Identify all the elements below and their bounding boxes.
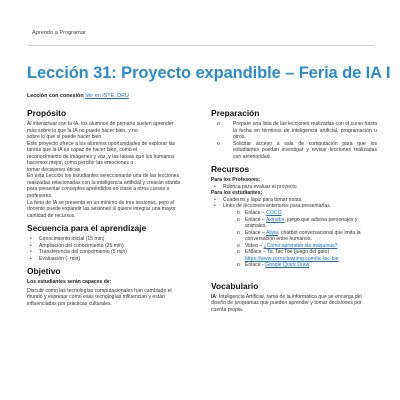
- profesores-list: [211, 184, 377, 191]
- proposito-line: tomar decisiones éticas.: [27, 166, 82, 173]
- proposito-line: docente puede expandir las sesiones si quiere integrar una mayor: [27, 206, 176, 213]
- objetivo-line: influenciadas por prácticas culturales.: [27, 301, 112, 308]
- proposito-line: reconocimiento de imágenes y voz, y las tareas que los humanos: [27, 153, 175, 160]
- list-item: • Rúbrica para evaluar el proyecto.: [211, 184, 377, 191]
- vocabulario-line: diseño de programas que pueden aprender y tomar decisiones por: [211, 300, 362, 307]
- vocabulario-line: IA: Inteligencia Artificial, rama de la informática que se encarga del: [211, 293, 362, 300]
- link-video[interactable]: ¿Cómo aprenden las máquinas?: [263, 242, 338, 249]
- proposito-body: [27, 121, 200, 219]
- preparacion-heading: Preparación: [211, 108, 260, 118]
- estudiantes-list: [211, 197, 377, 210]
- proposito-line: Este proyecto ofrece a los alumnos oportunidades de explorar las: [27, 140, 176, 147]
- objetivo-heading: Objetivo: [27, 266, 61, 277]
- link-item: o Enlace – COCO: [211, 210, 377, 217]
- link-continuation: animales.: [245, 223, 267, 230]
- link-quickdraw[interactable]: Google Quick Draw: [265, 262, 309, 269]
- proposito-line: hacemos mejor, como percibir las emociones o: [27, 160, 134, 167]
- connection-link[interactable]: Ver en ISTE, DRU: [85, 93, 129, 99]
- list-item: o Solicitar acceso a sala de computación para que los estudiantes puedan investigar y revisar lecciones realizadas con anterioridad.: [211, 141, 377, 161]
- link-aliyia[interactable]: Aliyia: [265, 229, 279, 236]
- list-item: • Cuaderno y lápiz para tomar notas.: [211, 197, 377, 204]
- connection-label: Lección con conexión: [27, 93, 84, 99]
- list-item: • Links de lecciones anteriores para presentarlas.: [211, 203, 377, 210]
- header-divider: [28, 45, 374, 46]
- preparacion-list: [211, 121, 377, 160]
- vocabulario-term: IA: [211, 293, 217, 300]
- proposito-line: más sobre lo que la IA no puede hacer bien, y no: [27, 127, 138, 134]
- link-continuation: conversación entre humanos.: [245, 236, 312, 243]
- objetivo-line: Discutir como las tecnologías computacionales han cambiado el: [27, 287, 172, 294]
- list-item: • Evaluación (- min): [27, 256, 200, 263]
- connection-line: [27, 93, 129, 99]
- breadcrumb: Aprendo a Programar: [32, 30, 86, 36]
- proposito-line: sobre lo que sí puede hacer bien.: [27, 134, 103, 141]
- secuencia-list: [27, 236, 200, 262]
- list-item: • Ampliación del conocimiento (25 min): [27, 243, 200, 250]
- list-item: o Prepare una lista de las lecciones realizadas con el curso hasta la fecha en términos de inteligencia artificial, programación u otros.: [211, 121, 377, 141]
- link-item: o Video – ¿Cómo aprenden las máquinas?: [211, 243, 377, 250]
- proposito-heading: Propósito: [27, 108, 67, 118]
- link-tictactoe[interactable]: https://www.zorroclowning.com/tic-tac-toe: [245, 255, 339, 262]
- list-item: • Conocimiento inicial (15 min): [27, 236, 200, 243]
- page-title: Lección 31: Proyecto expandible – Feria de IA I: [27, 64, 391, 82]
- proposito-line: La feria de IA se presenta en un mínimo de tres sesiones, pero el: [27, 199, 175, 206]
- proposito-line: Al interactuar con la IA, los alumnos de primaria suelen aprender: [27, 121, 174, 127]
- secuencia-heading: Secuencia para el aprendizaje: [27, 223, 147, 234]
- proposito-line: para presentar conceptos aprendidos en clase a otros cursos o: [27, 186, 170, 193]
- objetivo-line: mundo y expresar como esas tecnologías influencian y están: [27, 294, 165, 301]
- link-item: o ENlace – Tic Tac Toe (juego del gato): [211, 249, 377, 256]
- link-item: o Enlace - Google Quick Draw.: [211, 262, 377, 269]
- proposito-line: profesores.: [27, 193, 53, 200]
- proposito-line: cantidad de recursos.: [27, 212, 76, 219]
- vocabulario-heading: Vocabulario: [211, 280, 259, 291]
- proposito-line: realizadas relacionadas con la inteligencia artificial y crearán stands: [27, 179, 181, 186]
- recursos-heading: Recursos: [211, 164, 250, 175]
- objetivo-subheading: Los estudiantes serán capaces de:: [27, 279, 112, 286]
- left-column: [27, 108, 200, 308]
- proposito-line: En esta Lección los estudiantes seleccionarán una de las lecciones: [27, 173, 180, 180]
- proposito-line: tareas que la IA es capaz de hacer bien, como el: [27, 147, 138, 154]
- link-coco[interactable]: COCO: [266, 210, 282, 217]
- right-column: [211, 108, 377, 314]
- link-item: o Enlace – Akinator, juego que adivina personajes y: [211, 217, 377, 224]
- profesores-label: Para los Profesores:: [211, 177, 261, 184]
- estudiantes-label: Para los estudiantes:: [211, 190, 263, 197]
- link-item: o Enlace – Aliyia, chatbot conversacional que imita la: [211, 230, 377, 237]
- vocabulario-line: cuenta propia.: [211, 307, 244, 314]
- list-item: • Transferencia del conocimiento (5 min): [27, 249, 200, 256]
- links-list: [211, 210, 377, 269]
- link-akinator[interactable]: Akinator: [265, 216, 285, 223]
